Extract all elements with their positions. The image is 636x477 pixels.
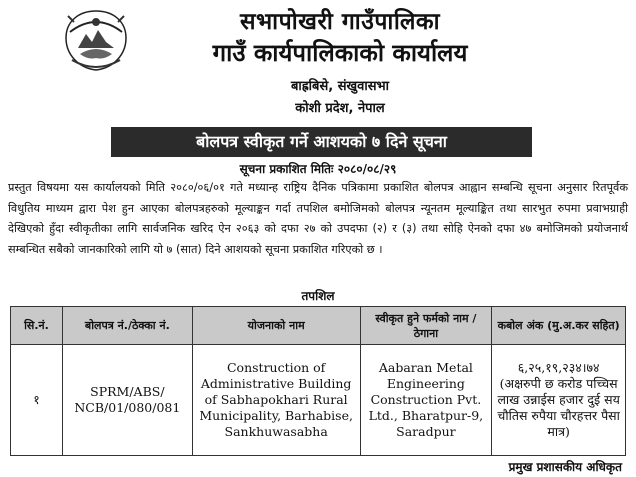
cell-sn: १ xyxy=(11,345,63,456)
notice-body: प्रस्तुत विषयमा यस कार्यालयको मिति २०८०/०६/०१ गते मध्यान्ह राष्ट्रिय दैनिक पत्रिकामा प्रकाशित बोलपत्र आह्वान सम्बन्धि सूचना अनुसार रितपूर्वक विधुतिय माध्यम द्वारा पेश हुन आएका बोलपत्रहरुको मूल्याङ्कन गर्दा तपशिल बमोजिमको बोलपत्र न्यूनतम मूल्याङ्कित तथा सारभुत रुपमा प्रवाभग्राही देखिएको हुँदा स्वीकृतीका लागि सार्वजनिक खरिद ऐन २०६३ को दफा २७ को उपदफा (२) र (३) तथा सोहि ऐनको दफा ४७ बमोजिमको प्रयोजनार्थ सम्बन्धित सबैको जानकारिको लागि यो ७ (सात) दिने आशयको सूचना प्रकाशित गरिएको छ । xyxy=(8,181,628,256)
office-name: गाउँ कार्यपालिकाको कार्यालय xyxy=(212,39,468,67)
letterhead xyxy=(0,0,636,126)
award-table xyxy=(10,306,626,456)
published-date: सूचना प्रकाशित मितिः २०८०/०८/२९ xyxy=(239,162,397,176)
address-line-1: बाह्रबिसे, संखुवासभा xyxy=(290,79,390,94)
cell-firm: Aabaran Metal Engineering Construction Pvt. Ltd., Bharatpur-9, Saradpur xyxy=(360,345,492,456)
col-header-amount: कबोल अंक (मु.अ.कर सहित) xyxy=(492,307,626,345)
col-header-project: योजनाको नाम xyxy=(192,307,360,345)
nepal-emblem-icon xyxy=(58,8,134,74)
notice-title-banner: बोलपत्र स्वीकृत गर्ने आशयको ७ दिने सूचना xyxy=(111,127,532,157)
org-name: सभापोखरी गाउँपालिका xyxy=(239,9,441,35)
cell-bid-no: SPRM/ABS/ NCB/01/080/081 xyxy=(62,345,192,456)
cell-amount: ६,२५,१९,२३४।७४ (अक्षरुपी छ करोड पच्चिस लाख उन्नाईस हजार दुई सय चौतिस रुपैया चौरहत्तर पैसा मात्र) xyxy=(492,345,626,456)
signatory-title: प्रमुख प्रशासकीय अधिकृत xyxy=(508,460,622,474)
address-line-2: कोशी प्रदेश, नेपाल xyxy=(295,101,385,116)
details-heading: तपशिल xyxy=(301,289,335,303)
cell-project: Construction of Administrative Building of Sabhapokhari Rural Municipality, Barhabise, Sankhuwasabha xyxy=(192,345,360,456)
col-header-firm: स्वीकृत हुने फर्मको नाम / ठेगाना xyxy=(360,307,492,345)
col-header-bid-no: बोलपत्र नं./ठेक्का नं. xyxy=(62,307,192,345)
table-row xyxy=(11,345,626,456)
col-header-sn: सि.नं. xyxy=(11,307,63,345)
table-header-row xyxy=(11,307,626,345)
